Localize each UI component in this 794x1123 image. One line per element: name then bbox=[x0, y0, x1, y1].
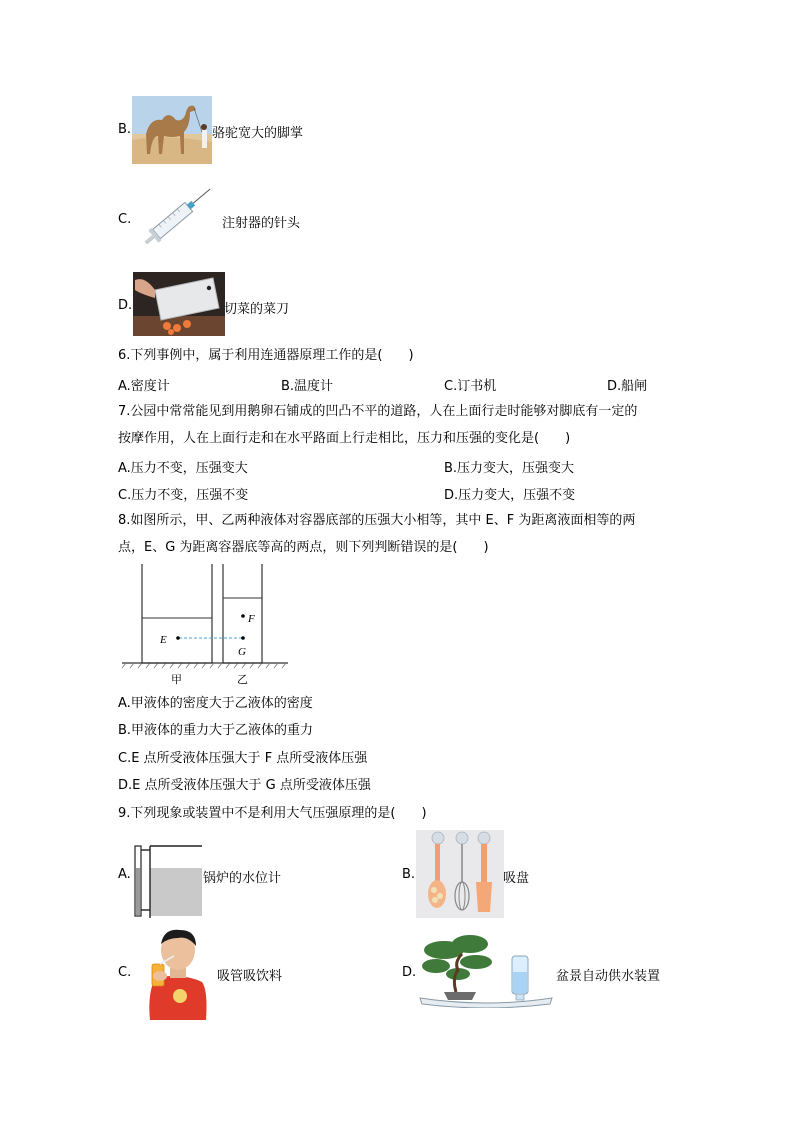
suction-cup-hooks-image bbox=[416, 830, 504, 918]
q8-option-d: D.E 点所受液体压强大于 G 点所受液体压强 bbox=[118, 778, 371, 793]
q9-option-c-text: 吸管吸饮料 bbox=[217, 969, 283, 984]
containers-figure bbox=[120, 562, 290, 688]
boiler-water-gauge-image bbox=[132, 836, 204, 918]
cleaver-image bbox=[133, 272, 225, 336]
q5-option-b-label: B. bbox=[118, 122, 132, 137]
q6-option-a: A.密度计 bbox=[118, 379, 170, 394]
q5-option-c-label: C. bbox=[118, 212, 132, 227]
q6-stem: 6.下列事例中，属于利用连通器原理工作的是( ) bbox=[118, 348, 414, 363]
q7-option-a: A.压力不变，压强变大 bbox=[118, 461, 248, 476]
q8-option-a: A.甲液体的密度大于乙液体的密度 bbox=[118, 696, 313, 711]
container-yi-label: 乙 bbox=[237, 673, 248, 686]
q9-option-d-label: D. bbox=[402, 965, 417, 980]
camel-image bbox=[132, 96, 212, 164]
q8-stem-line2: 点，E、G 为距离容器底等高的两点，则下列判断错误的是( ) bbox=[118, 540, 489, 555]
point-f-label: F bbox=[248, 613, 255, 625]
point-e-label: E bbox=[160, 634, 167, 646]
q7-option-d: D.压力变大，压强不变 bbox=[444, 488, 576, 503]
q5-option-b-text: 骆驼宽大的脚掌 bbox=[212, 126, 304, 141]
q5-option-d-label: D. bbox=[118, 298, 133, 313]
container-jia-label: 甲 bbox=[171, 673, 182, 686]
q9-option-a-text: 锅炉的水位计 bbox=[203, 871, 282, 886]
point-g-label: G bbox=[238, 646, 246, 658]
q9-option-a-label: A. bbox=[118, 867, 131, 882]
q8-option-c: C.E 点所受液体压强大于 F 点所受液体压强 bbox=[118, 751, 368, 766]
q5-option-c-text: 注射器的针头 bbox=[222, 216, 301, 231]
bonsai-water-supply-image bbox=[416, 932, 556, 1008]
q8-stem-line1: 8.如图所示，甲、乙两种液体对容器底部的压强大小相等，其中 E、F 为距离液面相等的两 bbox=[118, 513, 636, 528]
q9-option-d-text: 盆景自动供水装置 bbox=[556, 969, 661, 984]
q7-stem-line2: 按摩作用，人在上面行走和在水平路面上行走相比，压力和压强的变化是( ) bbox=[118, 431, 571, 446]
q7-option-b: B.压力变大，压强变大 bbox=[444, 461, 575, 476]
q9-stem: 9.下列现象或装置中不是利用大气压强原理的是( ) bbox=[118, 806, 427, 821]
q6-option-d: D.船闸 bbox=[607, 379, 648, 394]
q9-option-b-label: B. bbox=[402, 867, 416, 882]
q9-option-c-label: C. bbox=[118, 965, 132, 980]
q7-option-c: C.压力不变，压强不变 bbox=[118, 488, 249, 503]
q6-option-b: B.温度计 bbox=[281, 379, 334, 394]
boy-drinking-image bbox=[144, 926, 210, 1020]
q9-option-b-text: 吸盘 bbox=[503, 871, 530, 886]
q5-option-d-text: 切菜的菜刀 bbox=[224, 302, 290, 317]
syringe-image bbox=[136, 176, 220, 256]
q6-option-c: C.订书机 bbox=[444, 379, 497, 394]
q7-stem-line1: 7.公园中常常能见到用鹅卵石铺成的凹凸不平的道路，人在上面行走时能够对脚底有一定的 bbox=[118, 404, 638, 419]
q8-option-b: B.甲液体的重力大于乙液体的重力 bbox=[118, 723, 314, 738]
